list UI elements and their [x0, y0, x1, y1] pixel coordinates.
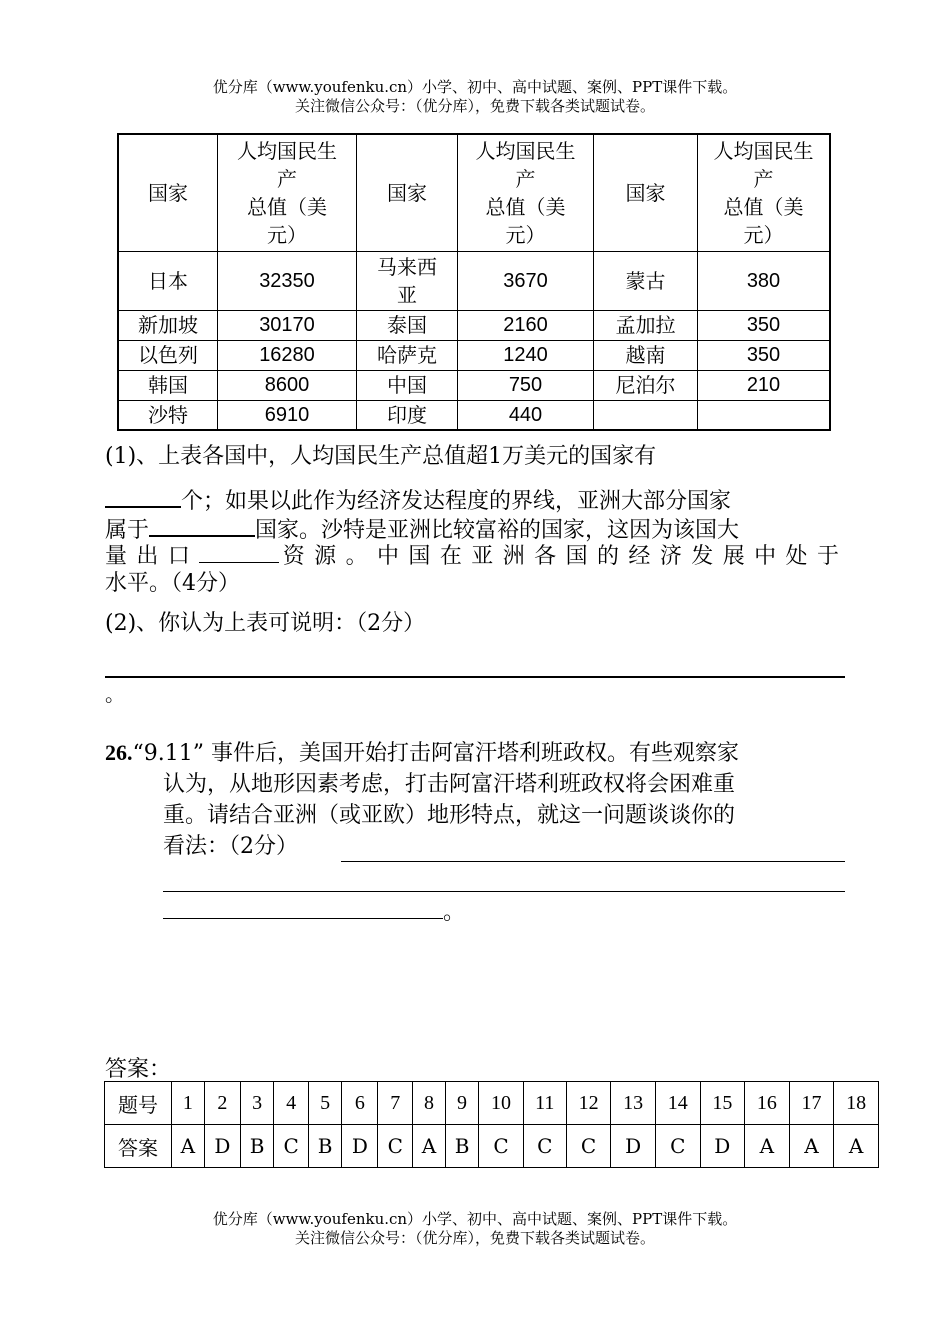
header-line-2: 关注微信公众号：（优分库），免费下载各类试题试卷。 [294, 97, 655, 115]
question-number: 16 [745, 1082, 790, 1125]
answers-row-label: 答案 [105, 1125, 172, 1168]
page-header [0, 78, 950, 116]
gnp-cell: 1240 [458, 340, 594, 370]
header-gnp-3 [698, 134, 831, 251]
header-gnp-line: 人均国民生 [713, 138, 814, 163]
header-gnp-line: 元） [743, 222, 784, 247]
country-cell: 尼泊尔 [594, 370, 698, 400]
question-number: 17 [789, 1082, 834, 1125]
question-number: 15 [700, 1082, 745, 1125]
country-cell: 韩国 [118, 370, 218, 400]
answers-value-row [105, 1125, 879, 1168]
q26-line-2: 认为，从地形因素考虑，打击阿富汗塔利班政权将会困难重 [163, 772, 736, 797]
gnp-cell [698, 400, 831, 430]
q1-text: 属于 [105, 518, 150, 543]
q26-end: 。 [443, 900, 466, 925]
header-country-2: 国家 [357, 134, 458, 251]
q26-line-3: 重。请结合亚洲（或亚欧）地形特点，就这一问题谈谈你的 [163, 803, 736, 828]
header-gnp-1 [218, 134, 357, 251]
header-gnp-line: 产 [753, 166, 774, 191]
gnp-cell: 750 [458, 370, 594, 400]
question-number: 2 [204, 1082, 240, 1125]
q1-line-2 [105, 484, 845, 516]
header-line-1: 优分库（www.youfenku.cn）小学、初中、高中试题、案例、PPT课件下载。 [212, 78, 738, 96]
answers-label: 答案： [105, 1057, 172, 1082]
header-gnp-line: 元） [267, 222, 307, 247]
answer-value: A [172, 1125, 205, 1168]
answer-value: D [700, 1125, 745, 1168]
answer-value: A [789, 1125, 834, 1168]
question-number: 9 [445, 1082, 478, 1125]
answer-value: C [655, 1125, 700, 1168]
answer-value: D [342, 1125, 378, 1168]
gnp-table-header-row [118, 134, 830, 251]
q2-line-1: (2)、你认为上表可说明：（2分） [105, 611, 426, 636]
q1-text: 国家。沙特是亚洲比较富裕的国家，这因为该国大 [255, 518, 740, 543]
q1-text: 资源。中国在亚洲各国的经济发展中处于 [279, 544, 845, 569]
header-gnp-line: 人均国民生 [475, 138, 576, 163]
gnp-table [117, 133, 831, 431]
question-number: 7 [378, 1082, 413, 1125]
answer-value: C [566, 1125, 611, 1168]
question-number: 18 [834, 1082, 879, 1125]
header-gnp-line: 元） [505, 222, 546, 247]
question-number: 12 [566, 1082, 611, 1125]
answer-value: C [479, 1125, 524, 1168]
country-cell: 哈萨克 [357, 340, 458, 370]
q26-number: 26. [105, 740, 133, 765]
answer-blank[interactable] [149, 513, 255, 537]
question-number: 1 [172, 1082, 205, 1125]
table-row [118, 340, 830, 370]
header-gnp-line: 总值（美 [485, 194, 566, 219]
gnp-cell: 380 [698, 251, 831, 310]
header-gnp-2 [458, 134, 594, 251]
question-26 [105, 737, 845, 928]
country-cell: 新加坡 [118, 310, 218, 340]
question-number: 10 [479, 1082, 524, 1125]
answer-blank[interactable] [199, 542, 279, 563]
question-number: 5 [308, 1082, 341, 1125]
q1-line-1: (1)、上表各国中，人均国民生产总值超1万美元的国家有 [105, 444, 657, 469]
answers-row-label: 题号 [105, 1082, 172, 1125]
country-cell: 马来西 亚 [357, 251, 458, 310]
gnp-cell: 350 [698, 340, 831, 370]
country-cell: 沙特 [118, 400, 218, 430]
question-number: 14 [655, 1082, 700, 1125]
q26-line-4 [163, 831, 845, 862]
country-cell: 孟加拉 [594, 310, 698, 340]
footer-line-1: 优分库（www.youfenku.cn）小学、初中、高中试题、案例、PPT课件下载。 [212, 1210, 738, 1228]
table-row [118, 251, 830, 310]
gnp-cell: 32350 [218, 251, 357, 310]
country-cell: 以色列 [118, 340, 218, 370]
country-cell: 蒙古 [594, 251, 698, 310]
question-number: 8 [413, 1082, 446, 1125]
header-gnp-line: 人均国民生 [237, 138, 337, 163]
country-cell: 中国 [357, 370, 458, 400]
table-row [118, 310, 830, 340]
q26-text: 看法：（2分） [163, 834, 298, 859]
q1-text: 个；如果以此作为经济发达程度的界线，亚洲大部分国家 [181, 489, 732, 514]
q1-line-4 [105, 542, 845, 571]
gnp-cell: 6910 [218, 400, 357, 430]
header-gnp-line: 总值（美 [247, 194, 327, 219]
gnp-cell: 30170 [218, 310, 357, 340]
gnp-cell: 2160 [458, 310, 594, 340]
q1-text: 量出口 [105, 544, 200, 569]
country-cell: 越南 [594, 340, 698, 370]
answer-value: A [745, 1125, 790, 1168]
answer-value: D [611, 1125, 656, 1168]
answer-value: D [204, 1125, 240, 1168]
gnp-cell: 440 [458, 400, 594, 430]
country-cell: 泰国 [357, 310, 458, 340]
header-gnp-line: 产 [515, 166, 536, 191]
header-country-1: 国家 [118, 134, 218, 251]
header-country-3: 国家 [594, 134, 698, 251]
answer-value: A [413, 1125, 446, 1168]
question-number: 6 [342, 1082, 378, 1125]
answer-line[interactable] [105, 648, 845, 678]
q1-line-3 [105, 513, 845, 545]
q26-fill-line[interactable] [163, 862, 845, 892]
question-number: 13 [611, 1082, 656, 1125]
question-number: 3 [240, 1082, 273, 1125]
answer-value: B [445, 1125, 478, 1168]
footer-line-2: 关注微信公众号：（优分库），免费下载各类试题试卷。 [294, 1229, 655, 1247]
answer-line[interactable] [341, 831, 845, 862]
q1-line-5: 水平。（4分） [105, 571, 240, 596]
answer-value: B [240, 1125, 273, 1168]
answer-value: C [523, 1125, 566, 1168]
answer-value: C [274, 1125, 309, 1168]
gnp-cell: 350 [698, 310, 831, 340]
q26-line-1: “9.11” 事件后，美国开始打击阿富汗塔利班政权。有些观察家 [132, 741, 739, 766]
answer-value: A [834, 1125, 879, 1168]
country-cell: 日本 [118, 251, 218, 310]
table-row [118, 400, 830, 430]
gnp-cell: 16280 [218, 340, 357, 370]
header-gnp-line: 总值（美 [723, 194, 804, 219]
question-number: 11 [523, 1082, 566, 1125]
q2-end: 。 [105, 682, 125, 706]
page-footer [0, 1210, 950, 1248]
header-gnp-line: 产 [277, 166, 297, 191]
gnp-cell: 8600 [218, 370, 357, 400]
table-row [118, 370, 830, 400]
answer-blank[interactable] [105, 484, 181, 508]
answer-value: B [308, 1125, 341, 1168]
answers-table [104, 1081, 879, 1168]
question-number: 4 [274, 1082, 309, 1125]
gnp-cell: 3670 [458, 251, 594, 310]
answer-value: C [378, 1125, 413, 1168]
gnp-cell: 210 [698, 370, 831, 400]
answers-number-row [105, 1082, 879, 1125]
q26-fill-line-short[interactable] [163, 892, 845, 928]
country-cell: 印度 [357, 400, 458, 430]
country-cell [594, 400, 698, 430]
